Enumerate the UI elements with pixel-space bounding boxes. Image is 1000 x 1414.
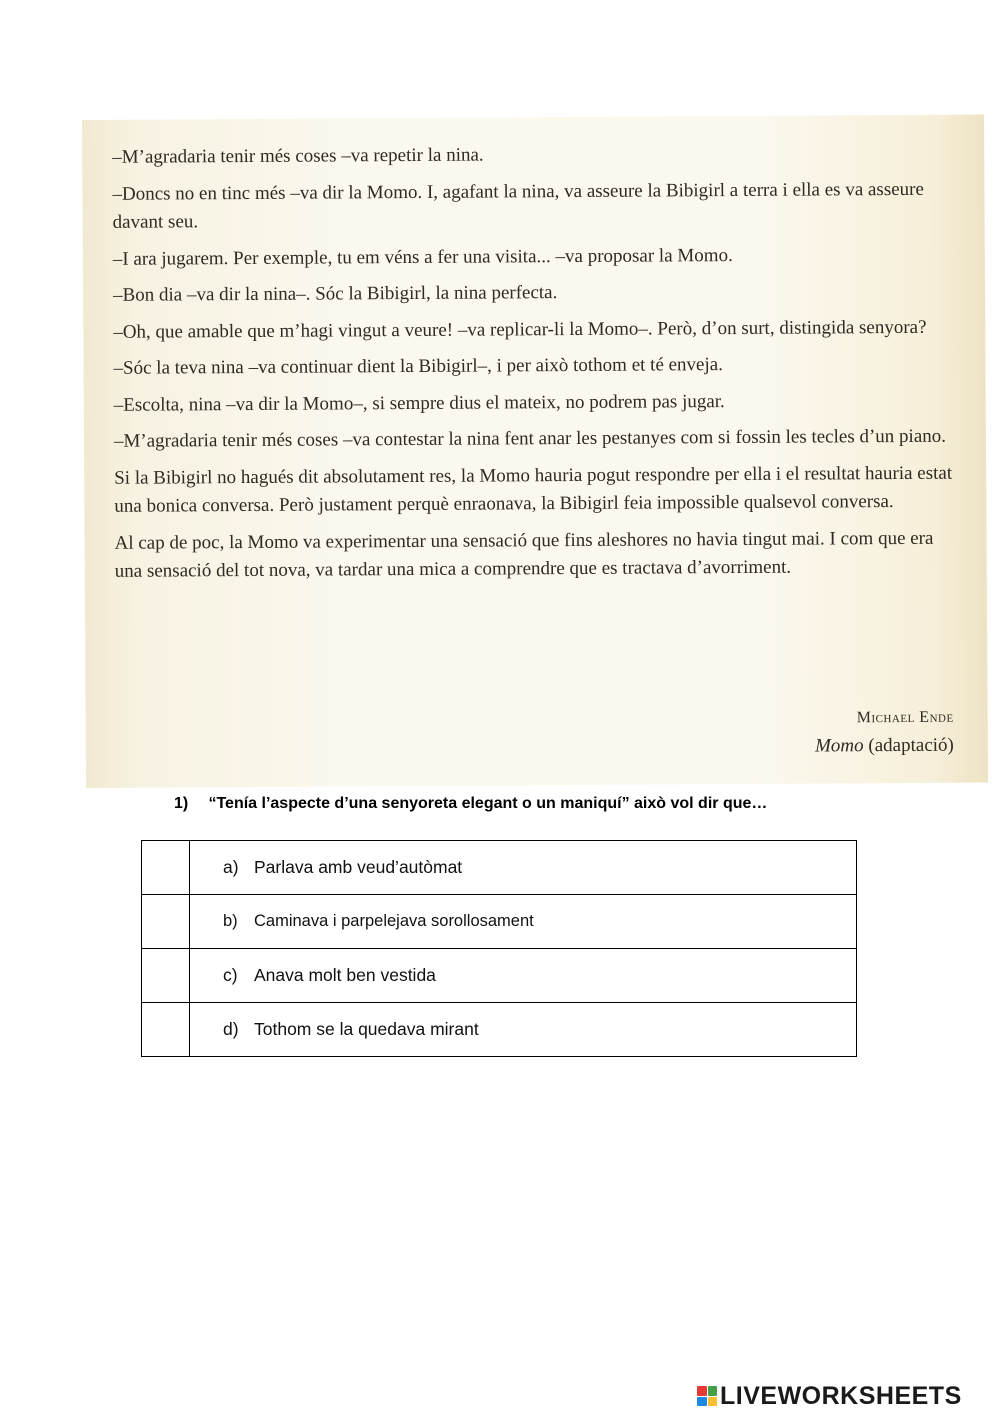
excerpt-paragraph: –Sóc la teva nina –va continuar dient la Bibigirl–, i per això tothom et té enveja.	[113, 354, 723, 379]
answer-box-b[interactable]	[142, 895, 190, 949]
source-line	[815, 731, 954, 762]
excerpt-paragraph: –M’agradaria tenir més coses –va repetir la nina.	[112, 144, 484, 168]
excerpt-paragraph: –Oh, que amable que m’hagi vingut a veure! –va replicar-li la Momo–. Però, d’on surt, distingida senyora?	[113, 316, 927, 343]
logo-square-yellow	[708, 1397, 718, 1407]
answer-box-a[interactable]	[142, 841, 190, 895]
option-letter: d)	[223, 1019, 239, 1039]
scanned-excerpt	[82, 114, 988, 787]
source-note: (adaptació)	[868, 734, 954, 757]
excerpt-paragraph: –Bon dia –va dir la nina–. Sóc la Bibigirl, la nina perfecta.	[113, 282, 558, 306]
excerpt-paragraph: –Escolta, nina –va dir la Momo–, si sempre dius el mateix, no podrem pas jugar.	[113, 390, 725, 416]
option-row-a	[142, 841, 857, 895]
option-text: Tothom se la quedava mirant	[254, 1019, 479, 1039]
option-text: Parlava amb veud’autòmat	[254, 857, 463, 877]
logo-text: LIVEWORKSHEETS	[720, 1381, 962, 1410]
attribution	[815, 705, 954, 762]
question-text: “Tenía l’aspecte d’una senyoreta elegant o un maniquí” això vol dir que…	[208, 795, 768, 812]
option-label-a	[190, 841, 857, 895]
excerpt-paragraph: –Doncs no en tinc més –va dir la Momo. I, agafant la nina, va asseure la Bibigirl a terra i ella es va asseure davant seu.	[112, 178, 924, 233]
option-letter: c)	[223, 965, 238, 985]
excerpt-paragraph: Al cap de poc, la Momo va experimentar una sensació que fins aleshores no havia tingut mai. I com que era una sensació del tot nova, va tardar una mica a comprendre que es tractava d’avorriment.	[114, 527, 934, 582]
option-row-d	[142, 1003, 857, 1057]
excerpt-paragraph: Si la Bibigirl no hagués dit absolutament res, la Momo hauria pogut respondre per ella i el resultat hauria estat una bonica conversa. Però justament perquè enraonava, la Bibigirl feia impossible qualsevol conversa.	[114, 462, 953, 517]
option-label-d	[190, 1003, 857, 1057]
source-title: Momo	[815, 735, 864, 757]
liveworksheets-logo	[697, 1381, 962, 1411]
option-text: Anava molt ben vestida	[254, 965, 436, 985]
excerpt-paragraph: –M’agradaria tenir més coses –va contestar la nina fent anar les pestanyes com si fossin les tecles d’un piano.	[113, 425, 947, 452]
option-label-b	[190, 895, 857, 949]
answer-box-c[interactable]	[142, 949, 190, 1003]
logo-square-blue	[697, 1397, 707, 1407]
question-number: 1)	[174, 795, 189, 812]
option-letter: a)	[223, 857, 239, 877]
excerpt-paragraph: –I ara jugarem. Per exemple, tu em véns a fer una visita... –va proposar la Momo.	[112, 244, 733, 270]
logo-square-red	[697, 1386, 707, 1396]
option-row-c	[142, 949, 857, 1003]
option-letter: b)	[223, 912, 238, 930]
question-1	[174, 795, 894, 813]
logo-square-green	[708, 1386, 718, 1396]
option-label-c	[190, 949, 857, 1003]
option-row-b	[142, 895, 857, 949]
excerpt-text	[112, 139, 955, 595]
option-text: Caminava i parpelejava sorollosament	[254, 912, 534, 930]
answer-box-d[interactable]	[142, 1003, 190, 1057]
logo-mark-icon	[697, 1386, 717, 1406]
author-name: Michael Ende	[856, 708, 954, 727]
answer-options-table	[141, 840, 857, 1057]
